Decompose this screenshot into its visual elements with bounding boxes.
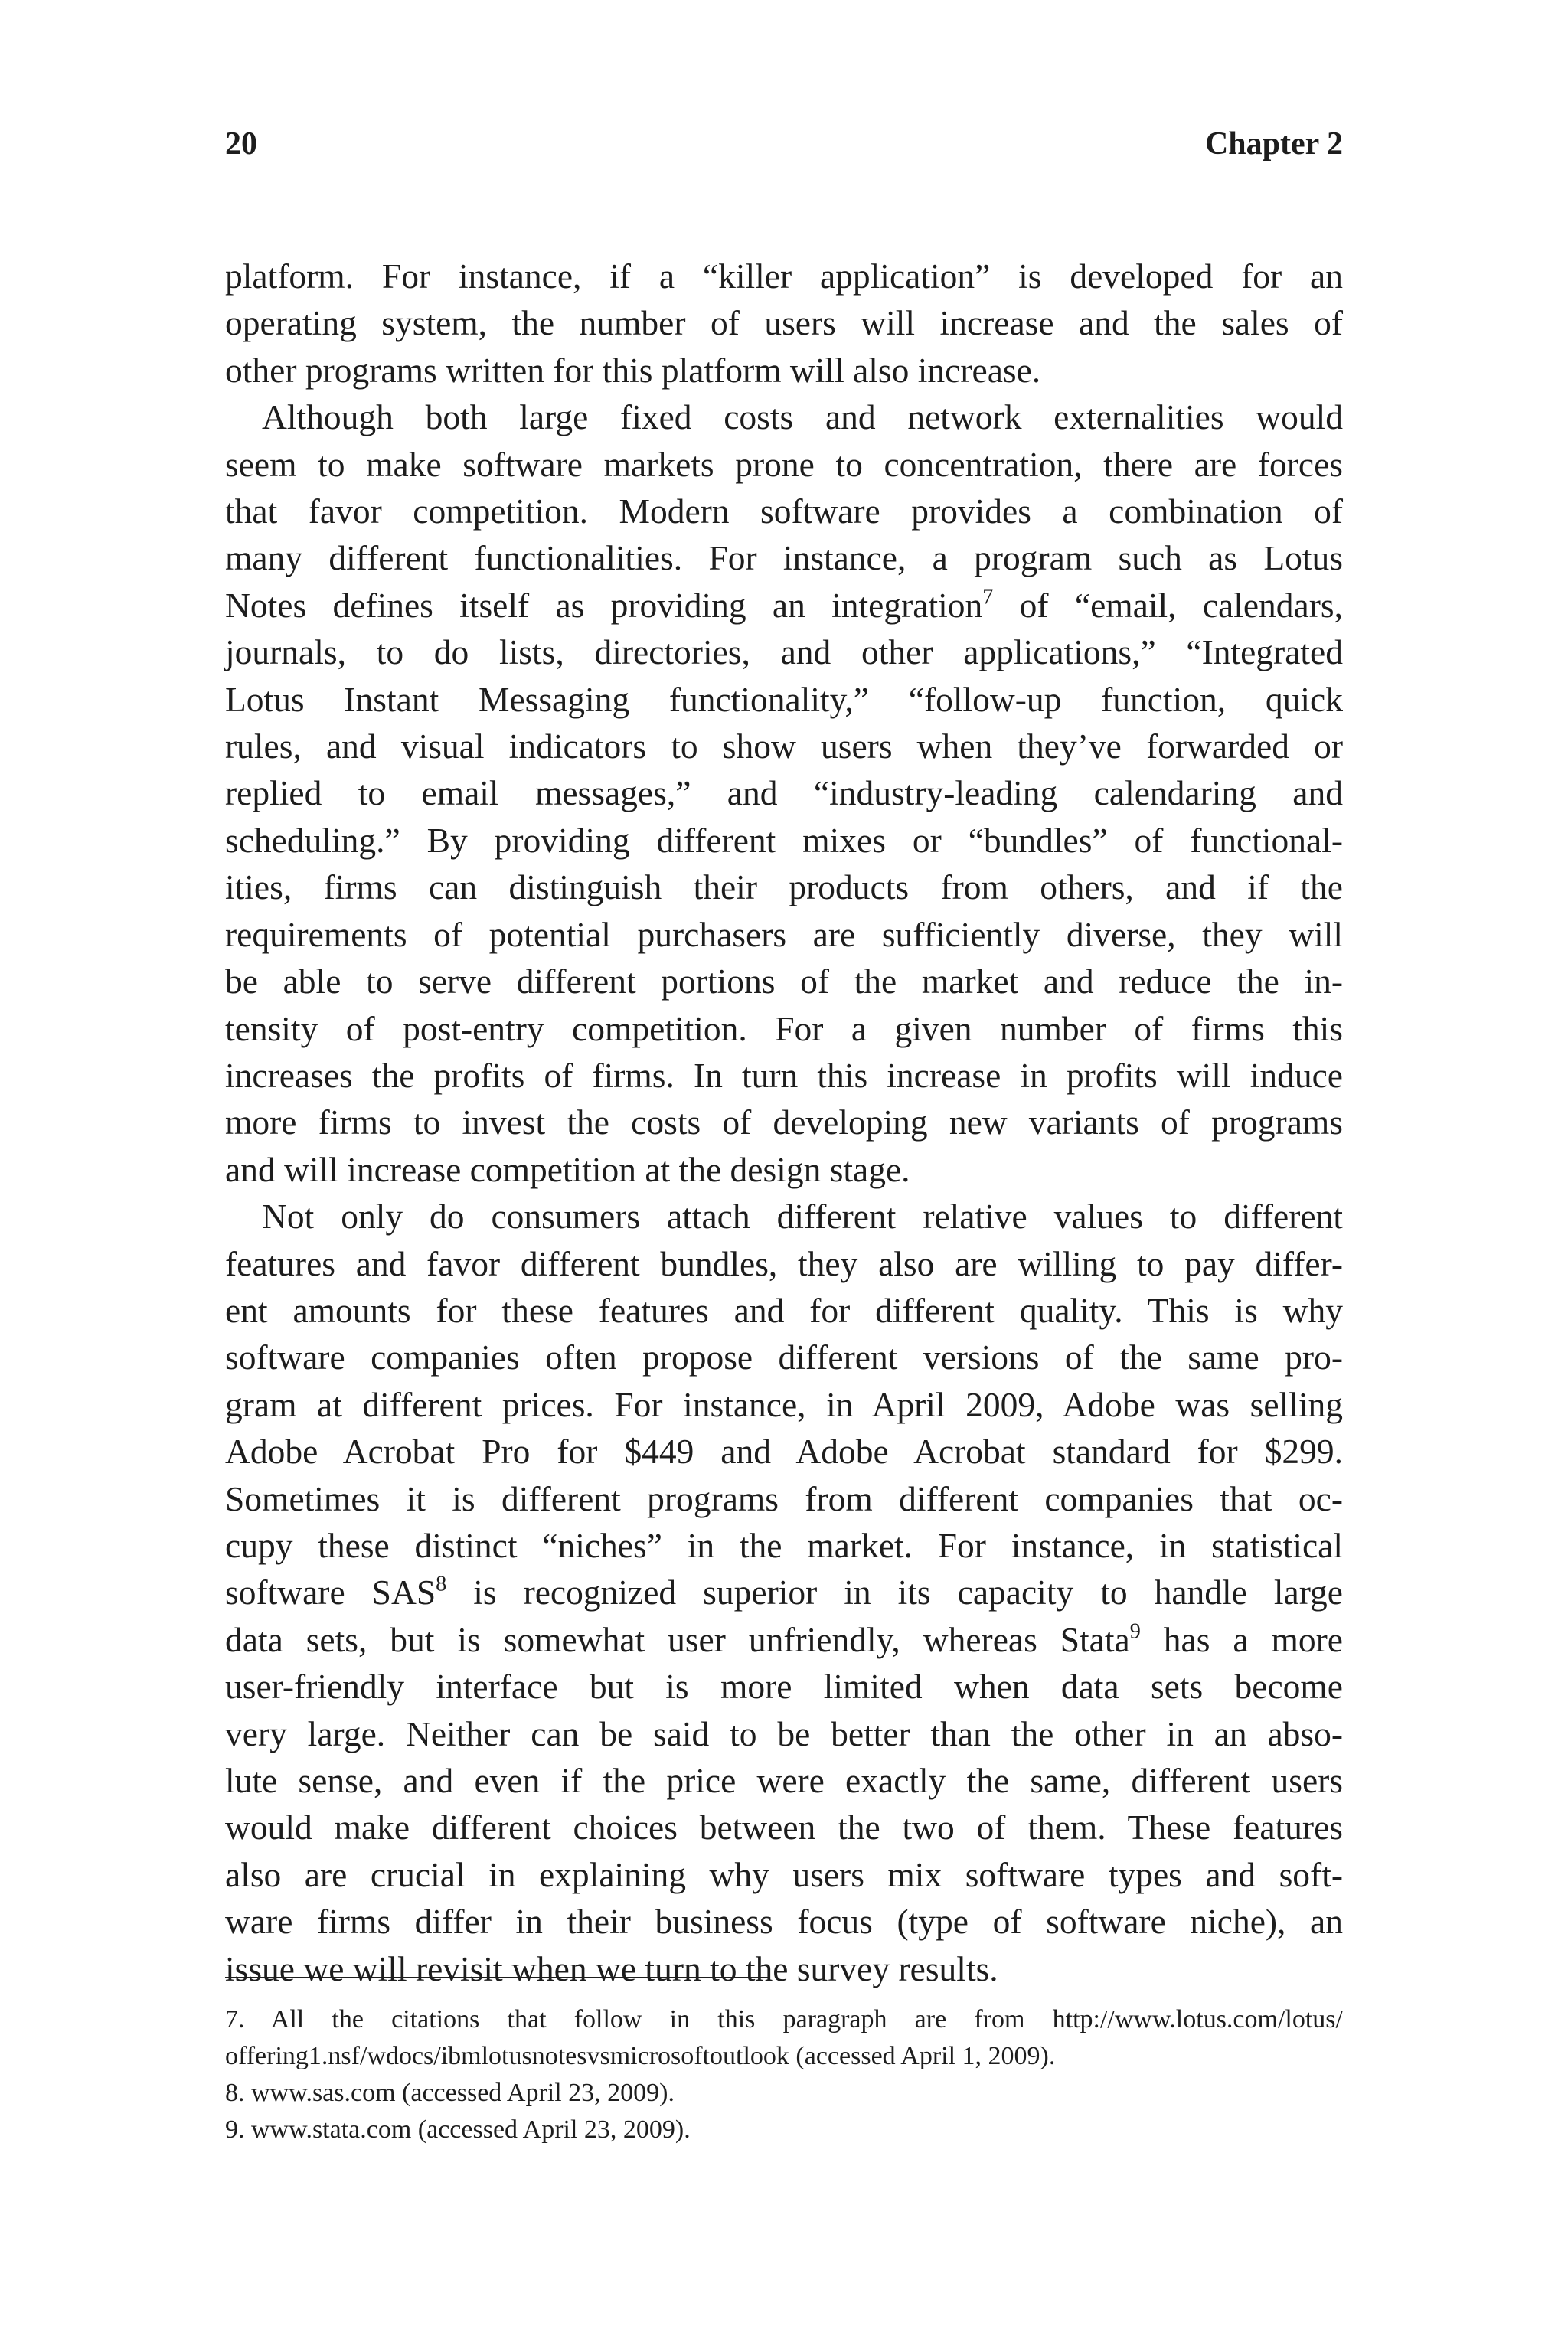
text-line: platform. For instance, if a “killer application” is developed for an <box>225 256 1343 296</box>
footnote-ref-9[interactable]: 9 <box>1129 1619 1141 1644</box>
text-line: features and favor different bundles, they also are willing to pay differ- <box>225 1243 1343 1283</box>
text-segment: software SAS <box>225 1573 436 1612</box>
text-segment: is recognized superior in its capacity to handle large <box>446 1573 1343 1612</box>
footnote-7-continued: offering1.nsf/wdocs/ibmlotusnotesvsmicrosoftoutlook (accessed April 1, 2009). <box>225 2042 1056 2070</box>
text-line: replied to email messages,” and “industry-leading calendaring and <box>225 773 1343 813</box>
text-line: rules, and visual indicators to show users when they’ve forwarded or <box>225 727 1343 766</box>
text-segment: Notes defines itself as providing an integration <box>225 585 983 625</box>
text-line: Sometimes it is different programs from different companies that oc- <box>225 1478 1343 1518</box>
footnote-9: 9. www.stata.com (accessed April 23, 2009). <box>225 2115 691 2144</box>
text-line-with-footnote-9 <box>225 1616 1343 1663</box>
text-line: be able to serve different portions of the market and reduce the in- <box>225 962 1343 1001</box>
text-line: Adobe Acrobat Pro for $449 and Adobe Acrobat standard for $299. <box>225 1432 1343 1472</box>
text-line: operating system, the number of users will increase and the sales of <box>225 303 1343 343</box>
text-line: journals, to do lists, directories, and other applications,” “Integrated <box>225 632 1343 672</box>
text-line: seem to make software markets prone to concentration, there are forces <box>225 444 1343 484</box>
footnote-divider <box>225 1977 770 1978</box>
text-line: many different functionalities. For instance, a program such as Lotus <box>225 538 1343 578</box>
text-line: scheduling.” By providing different mixes or “bundles” of functional- <box>225 820 1343 860</box>
text-line: requirements of potential purchasers are sufficiently diverse, they will <box>225 914 1343 954</box>
text-line: user-friendly interface but is more limited when data sets become <box>225 1667 1343 1707</box>
text-line: ent amounts for these features and for different quality. This is why <box>225 1290 1343 1330</box>
paragraph-1 <box>225 253 1343 394</box>
text-line: increases the profits of firms. In turn this increase in profits will induce <box>225 1055 1343 1095</box>
running-header <box>225 126 1343 162</box>
text-line: would make different choices between the two of them. These features <box>225 1808 1343 1847</box>
text-line: ities, firms can distinguish their products from others, and if the <box>225 867 1343 907</box>
paragraph-3 <box>225 1193 1343 1992</box>
text-segment: has a more <box>1140 1619 1343 1659</box>
text-line: gram at different prices. For instance, in April 2009, Adobe was selling <box>225 1384 1343 1424</box>
text-line: Although both large fixed costs and network externalities would <box>262 397 1343 437</box>
footnote-7: 7. All the citations that follow in this paragraph are from http://www.lotus.com/lotus/ <box>225 2005 1343 2034</box>
text-line: and will increase competition at the design stage. <box>225 1149 910 1189</box>
text-line: also are crucial in explaining why users mix software types and soft- <box>225 1854 1343 1894</box>
page-number: 20 <box>225 126 257 162</box>
text-line: Lotus Instant Messaging functionality,” “follow-up function, quick <box>225 679 1343 719</box>
text-line: that favor competition. Modern software provides a combination of <box>225 492 1343 531</box>
text-line: other programs written for this platform will also increase. <box>225 350 1041 390</box>
chapter-title: Chapter 2 <box>1204 126 1343 162</box>
text-line-with-footnote-7 <box>225 582 1343 629</box>
paragraph-2 <box>225 394 1343 1193</box>
footnote-ref-8[interactable]: 8 <box>436 1572 447 1596</box>
text-line: very large. Neither can be said to be better than the other in an abso- <box>225 1713 1343 1753</box>
text-line: cupy these distinct “niches” in the market. For instance, in statistical <box>225 1525 1343 1565</box>
text-line: lute sense, and even if the price were exactly the same, different users <box>225 1761 1343 1800</box>
footnote-8: 8. www.sas.com (accessed April 23, 2009). <box>225 2079 675 2107</box>
text-line: ware firms differ in their business focus (type of software niche), an <box>225 1902 1343 1942</box>
text-line: more firms to invest the costs of developing new variants of programs <box>225 1102 1343 1142</box>
footnotes <box>225 2001 1343 2148</box>
body-text <box>225 253 1343 1992</box>
text-line: Not only do consumers attach different relative values to different <box>262 1197 1343 1236</box>
text-line-with-footnote-8 <box>225 1569 1343 1615</box>
text-line: issue we will revisit when we turn to the survey results. <box>225 1949 998 1988</box>
text-segment: data sets, but is somewhat user unfriendly, whereas Stata <box>225 1619 1130 1659</box>
footnote-ref-7[interactable]: 7 <box>982 585 994 609</box>
text-line: tensity of post-entry competition. For a given number of firms this <box>225 1008 1343 1048</box>
text-segment: of “email, calendars, <box>993 585 1343 625</box>
text-line: software companies often propose different versions of the same pro- <box>225 1338 1343 1377</box>
